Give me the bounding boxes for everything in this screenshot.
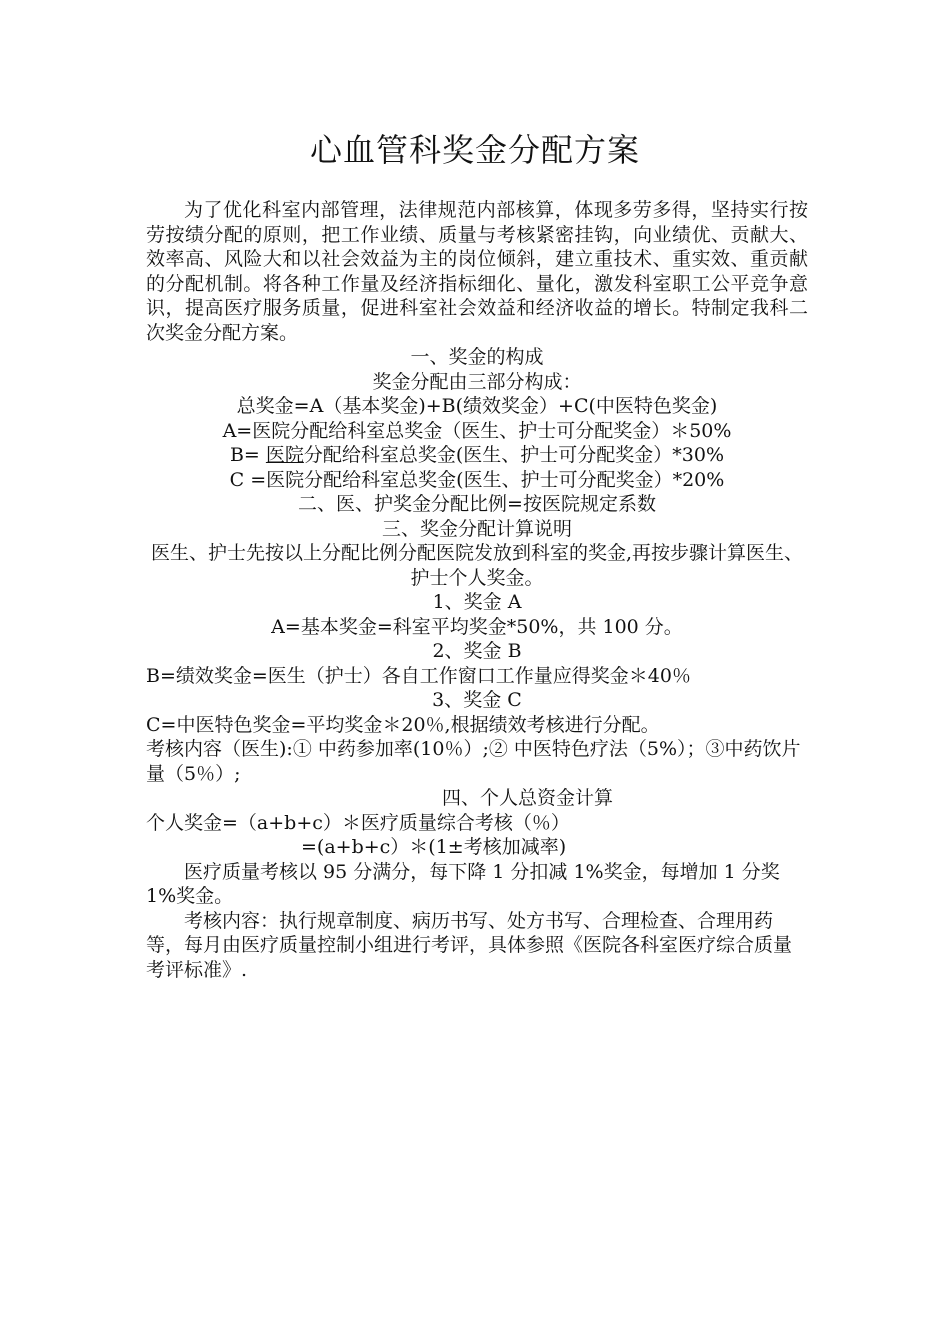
assessment-content-paragraph: 考核内容：执行规章制度、病历书写、处方书写、合理检查、合理用药等，每月由医疗质量控制小组进行考评，具体参照《医院各科室医疗综合质量考评标准》. <box>146 909 793 981</box>
quality-assessment-paragraph: 医疗质量考核以 95 分满分，每下降 1 分扣减 1%奖金，每增加 1 分奖 1%奖金。 <box>146 860 780 907</box>
bonus-b-underlined-text: 医院 <box>265 444 304 466</box>
section-heading-calculation: 三、奖金分配计算说明 <box>381 517 572 540</box>
bonus-c-text: C=中医特色奖金=平均奖金＊20％,根据绩效考核进行分配。 <box>146 713 660 736</box>
bonus-a-formula: A=医院分配给科室总奖金（医生、护士可分配奖金）＊50% <box>222 419 732 442</box>
section-heading-personal-total: 四、个人总资金计算 <box>442 787 614 809</box>
document-title: 心血管科奖金分配方案 <box>309 131 640 169</box>
total-bonus-formula: 总奖金=A（基本奖金)+B(绩效奖金）+C(中医特色奖金) <box>236 395 718 417</box>
composition-intro-line: 奖金分配由三部分构成： <box>372 370 582 393</box>
personal-bonus-formula: 个人奖金=（a+b+c）＊医疗质量综合考核（％） <box>146 811 570 834</box>
bonus-a-heading: 1、奖金 A <box>432 591 522 613</box>
bonus-b-heading: 2、奖金 B <box>432 640 522 662</box>
personal-bonus-formula-expanded: =(a+b+c）＊(1±考核加减率) <box>301 836 567 858</box>
bonus-a-text: A=基本奖金=科室平均奖金*50%，共 100 分。 <box>271 615 683 638</box>
bonus-b-prefix: B= <box>229 444 266 466</box>
bonus-c-heading: 3、奖金 C <box>432 689 522 711</box>
section-heading-ratio: 二、医、护奖金分配比例=按医院规定系数 <box>298 493 656 515</box>
bonus-c-assessment: 考核内容（医生):① 中药参加率(10％）;② 中医特色疗法（5%）；③中药饮片量（5％）; <box>146 738 801 785</box>
bonus-c-formula: C =医院分配给科室总奖金(医生、护士可分配奖金）*20% <box>229 468 725 491</box>
calculation-intro: 医生、护士先按以上分配比例分配医院发放到科室的奖金,再按步骤计算医生、护士个人奖金。 <box>150 542 804 589</box>
bonus-b-suffix: 分配给科室总奖金(医生、护士可分配奖金）*30% <box>303 444 725 466</box>
intro-paragraph: 为了优化科室内部管理，法律规范内部核算，体现多劳多得，坚持实行按劳按绩分配的原则，把工作业绩、质量与考核紧密挂钩，向业绩优、贡献大、效率高、风险大和以社会效益为主的岗位倾斜，建立重技术、重实效、重贡献的分配机制。将各种工作量及经济指标细化、量化，激发科室职工公平竞争意识，提高医疗服务质量，促进科室社会效益和经济收益的增长。特制定我科二次奖金分配方案。 <box>146 199 808 344</box>
bonus-b-text: B=绩效奖金=医生（护士）各自工作窗口工作量应得奖金＊40％ <box>146 664 691 687</box>
bonus-b-formula <box>146 443 808 468</box>
section-heading-composition: 一、奖金的构成 <box>410 346 544 368</box>
document-body <box>146 198 808 982</box>
